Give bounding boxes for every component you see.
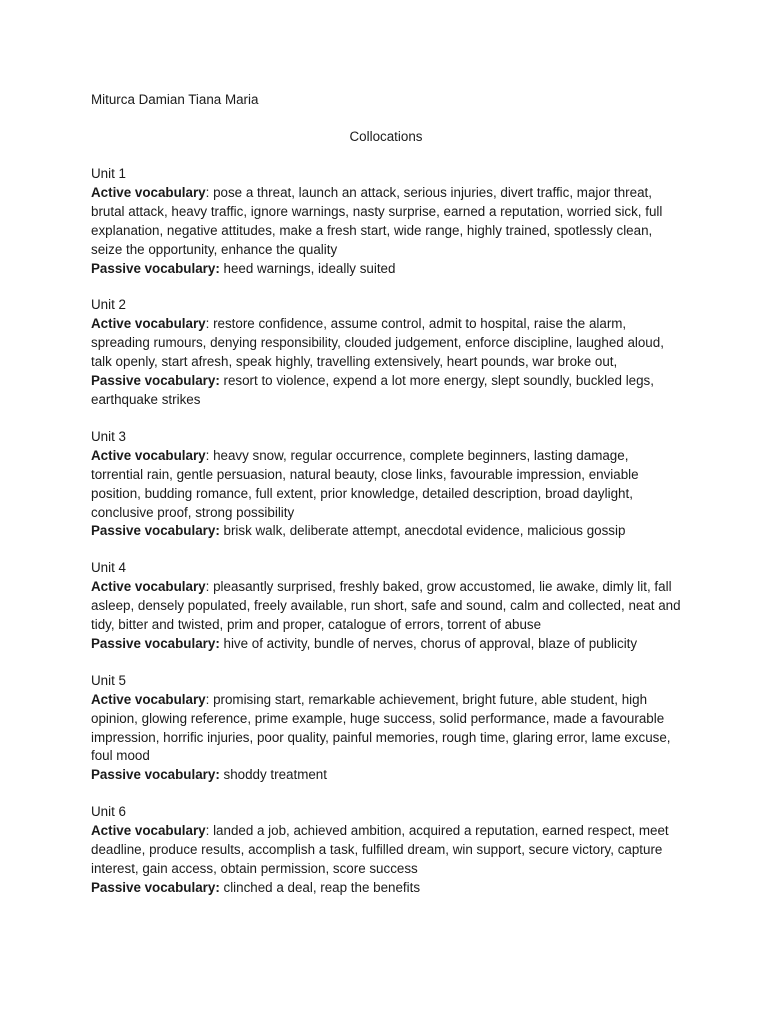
unit-section (91, 296, 681, 409)
active-vocabulary-line (91, 822, 681, 879)
document-title: Collocations (349, 129, 423, 144)
document-page (91, 91, 681, 898)
passive-vocabulary-label: Passive vocabulary: (91, 260, 220, 276)
passive-vocabulary-text: shoddy treatment (219, 767, 327, 783)
active-vocabulary-text: pose a threat, launch an attack, serious injuries, divert traffic, major threat, brutal attack, heavy traffic, ignore warnings, nasty surprise, earned a reputation, worried sick, full explanation, negative attitudes, make a fresh start, wide range, highly trained, spotlessly clean, seize the opportunity, enhance the quality (91, 184, 663, 257)
unit-heading: Unit 1 (91, 166, 126, 181)
active-vocabulary-text: restore confidence, assume control, admit to hospital, raise the alarm, spreading rumours, denying responsibility, clouded judgement, enforce discipline, laughed aloud, talk openly, start afresh, speak highly, travelling extensively, heart pounds, war broke out, (91, 316, 664, 370)
passive-vocabulary-line (91, 635, 681, 654)
passive-vocabulary-line (91, 879, 681, 898)
active-vocabulary-line (91, 184, 681, 260)
active-vocabulary-colon: : (205, 823, 214, 839)
passive-vocabulary-text: hive of activity, bundle of nerves, chorus of approval, blaze of publicity (219, 635, 638, 651)
active-vocabulary-label: Active vocabulary (91, 823, 206, 839)
passive-vocabulary-label: Passive vocabulary: (91, 373, 220, 389)
passive-vocabulary-line (91, 260, 681, 279)
passive-vocabulary-text: brisk walk, deliberate attempt, anecdotal evidence, malicious gossip (219, 523, 626, 539)
active-vocabulary-text: landed a job, achieved ambition, acquired a reputation, earned respect, meet deadline, produce results, accomplish a task, fulfilled dream, win support, secure victory, capture interest, gain access, obtain permission, score success (91, 823, 669, 876)
unit-section (91, 803, 681, 898)
active-vocabulary-colon: : (205, 447, 214, 463)
unit-heading: Unit 6 (91, 804, 126, 820)
unit-heading: Unit 2 (91, 297, 126, 313)
unit-section (91, 559, 681, 654)
active-vocabulary-label: Active vocabulary (91, 691, 206, 707)
passive-vocabulary-label: Passive vocabulary: (91, 767, 220, 783)
active-vocabulary-colon: : (205, 579, 214, 595)
active-vocabulary-line (91, 578, 681, 635)
active-vocabulary-colon: : (205, 316, 214, 332)
active-vocabulary-line (91, 315, 681, 372)
active-vocabulary-label: Active vocabulary (91, 316, 206, 332)
passive-vocabulary-line (91, 766, 681, 785)
passive-vocabulary-text: heed warnings, ideally suited (219, 260, 396, 276)
unit-heading: Unit 5 (91, 672, 126, 688)
active-vocabulary-text: heavy snow, regular occurrence, complete beginners, lasting damage, torrential rain, gentle persuasion, natural beauty, close links, favourable impression, enviable position, budding romance, full extent, prior knowledge, detailed description, broad daylight, conclusive proof, strong possibility (91, 447, 639, 520)
unit-heading: Unit 4 (91, 560, 126, 576)
active-vocabulary-colon: : (205, 184, 214, 200)
active-vocabulary-line (91, 691, 681, 767)
passive-vocabulary-label: Passive vocabulary: (91, 635, 220, 651)
passive-vocabulary-text: resort to violence, expend a lot more energy, slept soundly, buckled legs, earthquake strikes (91, 373, 654, 407)
passive-vocabulary-label: Passive vocabulary: (91, 879, 220, 895)
unit-section (91, 672, 681, 785)
active-vocabulary-label: Active vocabulary (91, 184, 206, 200)
active-vocabulary-colon: : (205, 691, 214, 707)
active-vocabulary-label: Active vocabulary (91, 579, 206, 595)
passive-vocabulary-label: Passive vocabulary: (91, 523, 220, 539)
passive-vocabulary-line (91, 372, 681, 410)
active-vocabulary-label: Active vocabulary (91, 447, 206, 463)
unit-heading: Unit 3 (91, 428, 126, 444)
passive-vocabulary-text: clinched a deal, reap the benefits (219, 879, 421, 895)
unit-section (91, 428, 681, 541)
active-vocabulary-line (91, 447, 681, 523)
active-vocabulary-text: promising start, remarkable achievement, bright future, able student, high opinion, glowing reference, prime example, huge success, solid performance, made a favourable impression, horrific injuries, poor quality, painful memories, rough time, glaring error, lame excuse, foul mood (91, 691, 671, 764)
active-vocabulary-text: pleasantly surprised, freshly baked, grow accustomed, lie awake, dimly lit, fall asleep, densely populated, freely available, run short, safe and sound, calm and collected, neat and tidy, bitter and twisted, prim and proper, catalogue of errors, torrent of abuse (91, 579, 681, 633)
author-name: Miturca Damian Tiana Maria (91, 92, 259, 107)
unit-section (91, 165, 681, 278)
passive-vocabulary-line (91, 522, 681, 541)
